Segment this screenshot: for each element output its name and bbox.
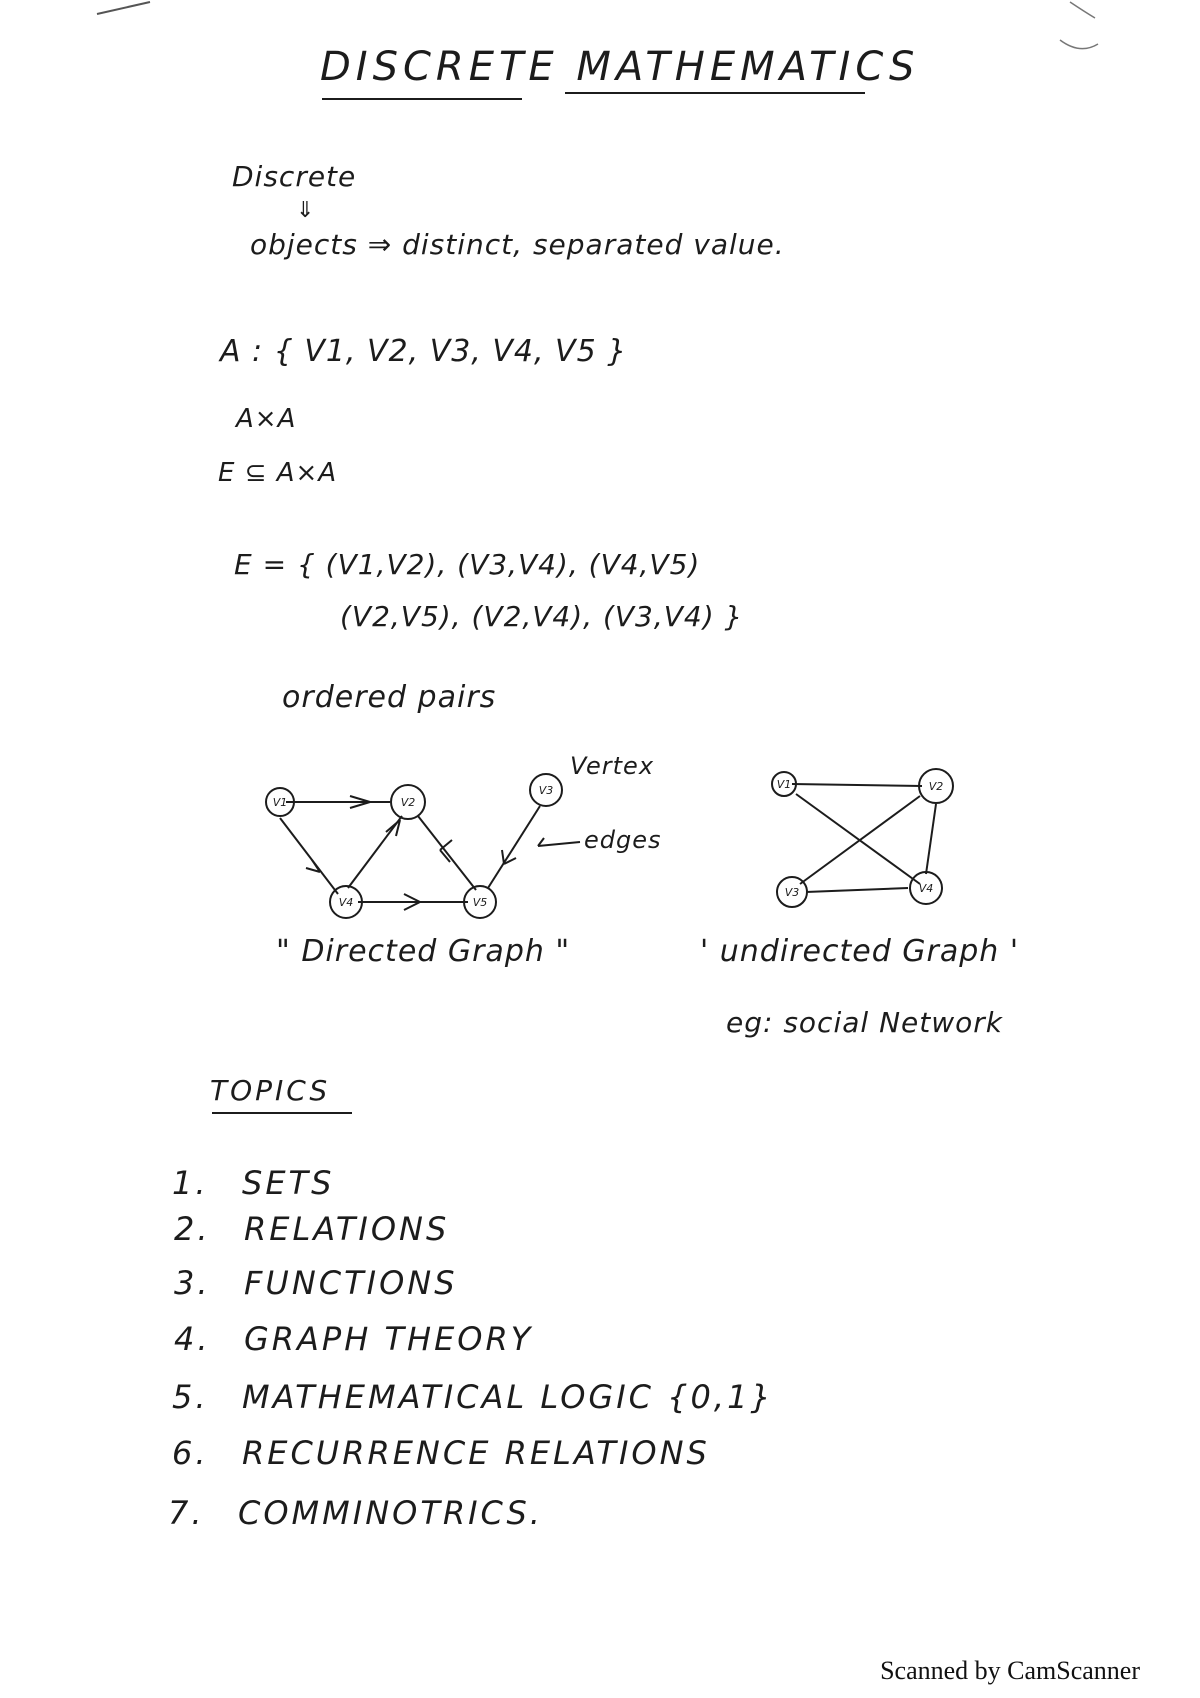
edge-set-line-1: E = { (V1,V2), (V3,V4), (V4,V5): [234, 548, 701, 581]
edge-v3-v5: [488, 806, 540, 888]
topic-number: 1.: [172, 1164, 209, 1202]
topic-number: 5.: [172, 1378, 209, 1416]
page-title: DISCRETE MATHEMATICS: [320, 44, 920, 90]
unode-v2-label: V2: [928, 780, 944, 793]
scan-mark-right: [1040, 0, 1100, 55]
directed-graph-caption: " Directed Graph ": [276, 934, 571, 969]
node-v3-label: V3: [538, 784, 554, 797]
topic-label: GRAPH THEORY: [244, 1320, 534, 1358]
unode-v3-label: V3: [784, 886, 800, 899]
uedge-v1-v4: [796, 794, 920, 884]
discrete-word: Discrete: [232, 160, 357, 193]
unode-v1-label: V1: [776, 778, 792, 791]
topic-label: COMMINOTRICS.: [238, 1494, 543, 1532]
topics-heading: TOPICS: [210, 1074, 331, 1107]
title-underline-1: [322, 98, 522, 100]
uedge-v1-v2: [792, 784, 922, 786]
node-v1-label: V1: [272, 796, 288, 809]
topic-item: [168, 1494, 543, 1532]
scan-mark-left: [95, 0, 155, 20]
topic-number: 2.: [174, 1210, 211, 1248]
edge-v4-v2: [348, 816, 402, 888]
edge-v1-v4: [280, 818, 338, 894]
topic-item: [172, 1164, 334, 1202]
edges-label: edges: [584, 826, 662, 854]
uedge-v3-v4: [806, 888, 908, 892]
uedge-v2-v4: [926, 804, 936, 874]
edge-v2-v5: [418, 816, 476, 890]
objects-line: objects ⇒ distinct, separated value.: [250, 228, 785, 261]
topic-item: [174, 1320, 533, 1358]
topic-item: [174, 1264, 458, 1302]
topic-label: RELATIONS: [244, 1210, 450, 1248]
topic-label: SETS: [242, 1164, 335, 1202]
cartesian-product: A×A: [236, 404, 297, 434]
topic-number: 6.: [172, 1434, 209, 1472]
down-arrow: ⇓: [296, 198, 316, 223]
topic-item: [172, 1434, 710, 1472]
node-v4-label: V4: [338, 896, 354, 909]
unode-v4-label: V4: [918, 882, 934, 895]
scanner-watermark: Scanned by CamScanner: [880, 1656, 1140, 1685]
topic-number: 3.: [174, 1264, 211, 1302]
topics-underline: [212, 1112, 352, 1114]
topic-label: RECURRENCE RELATIONS: [242, 1434, 710, 1472]
undirected-graph-caption: ' undirected Graph ': [700, 934, 1020, 969]
topic-item: [172, 1378, 774, 1416]
ordered-pairs: ordered pairs: [282, 680, 497, 715]
social-network-example: eg: social Network: [726, 1006, 1003, 1039]
subset-statement: E ⊆ A×A: [218, 458, 338, 488]
vertex-label: Vertex: [570, 752, 655, 780]
topic-number: 4.: [174, 1320, 211, 1358]
set-a: A : { V1, V2, V3, V4, V5 }: [220, 334, 628, 369]
topic-label: FUNCTIONS: [244, 1264, 458, 1302]
undirected-graph: [760, 760, 980, 920]
topic-label: MATHEMATICAL LOGIC {0,1}: [242, 1378, 774, 1416]
node-v5-label: V5: [472, 896, 488, 909]
edge-set-line-2: (V2,V5), (V2,V4), (V3,V4) }: [340, 600, 744, 633]
topic-item: [174, 1210, 449, 1248]
topic-number: 7.: [168, 1494, 205, 1532]
node-v2-label: V2: [400, 796, 416, 809]
title-underline-2: [565, 92, 865, 94]
